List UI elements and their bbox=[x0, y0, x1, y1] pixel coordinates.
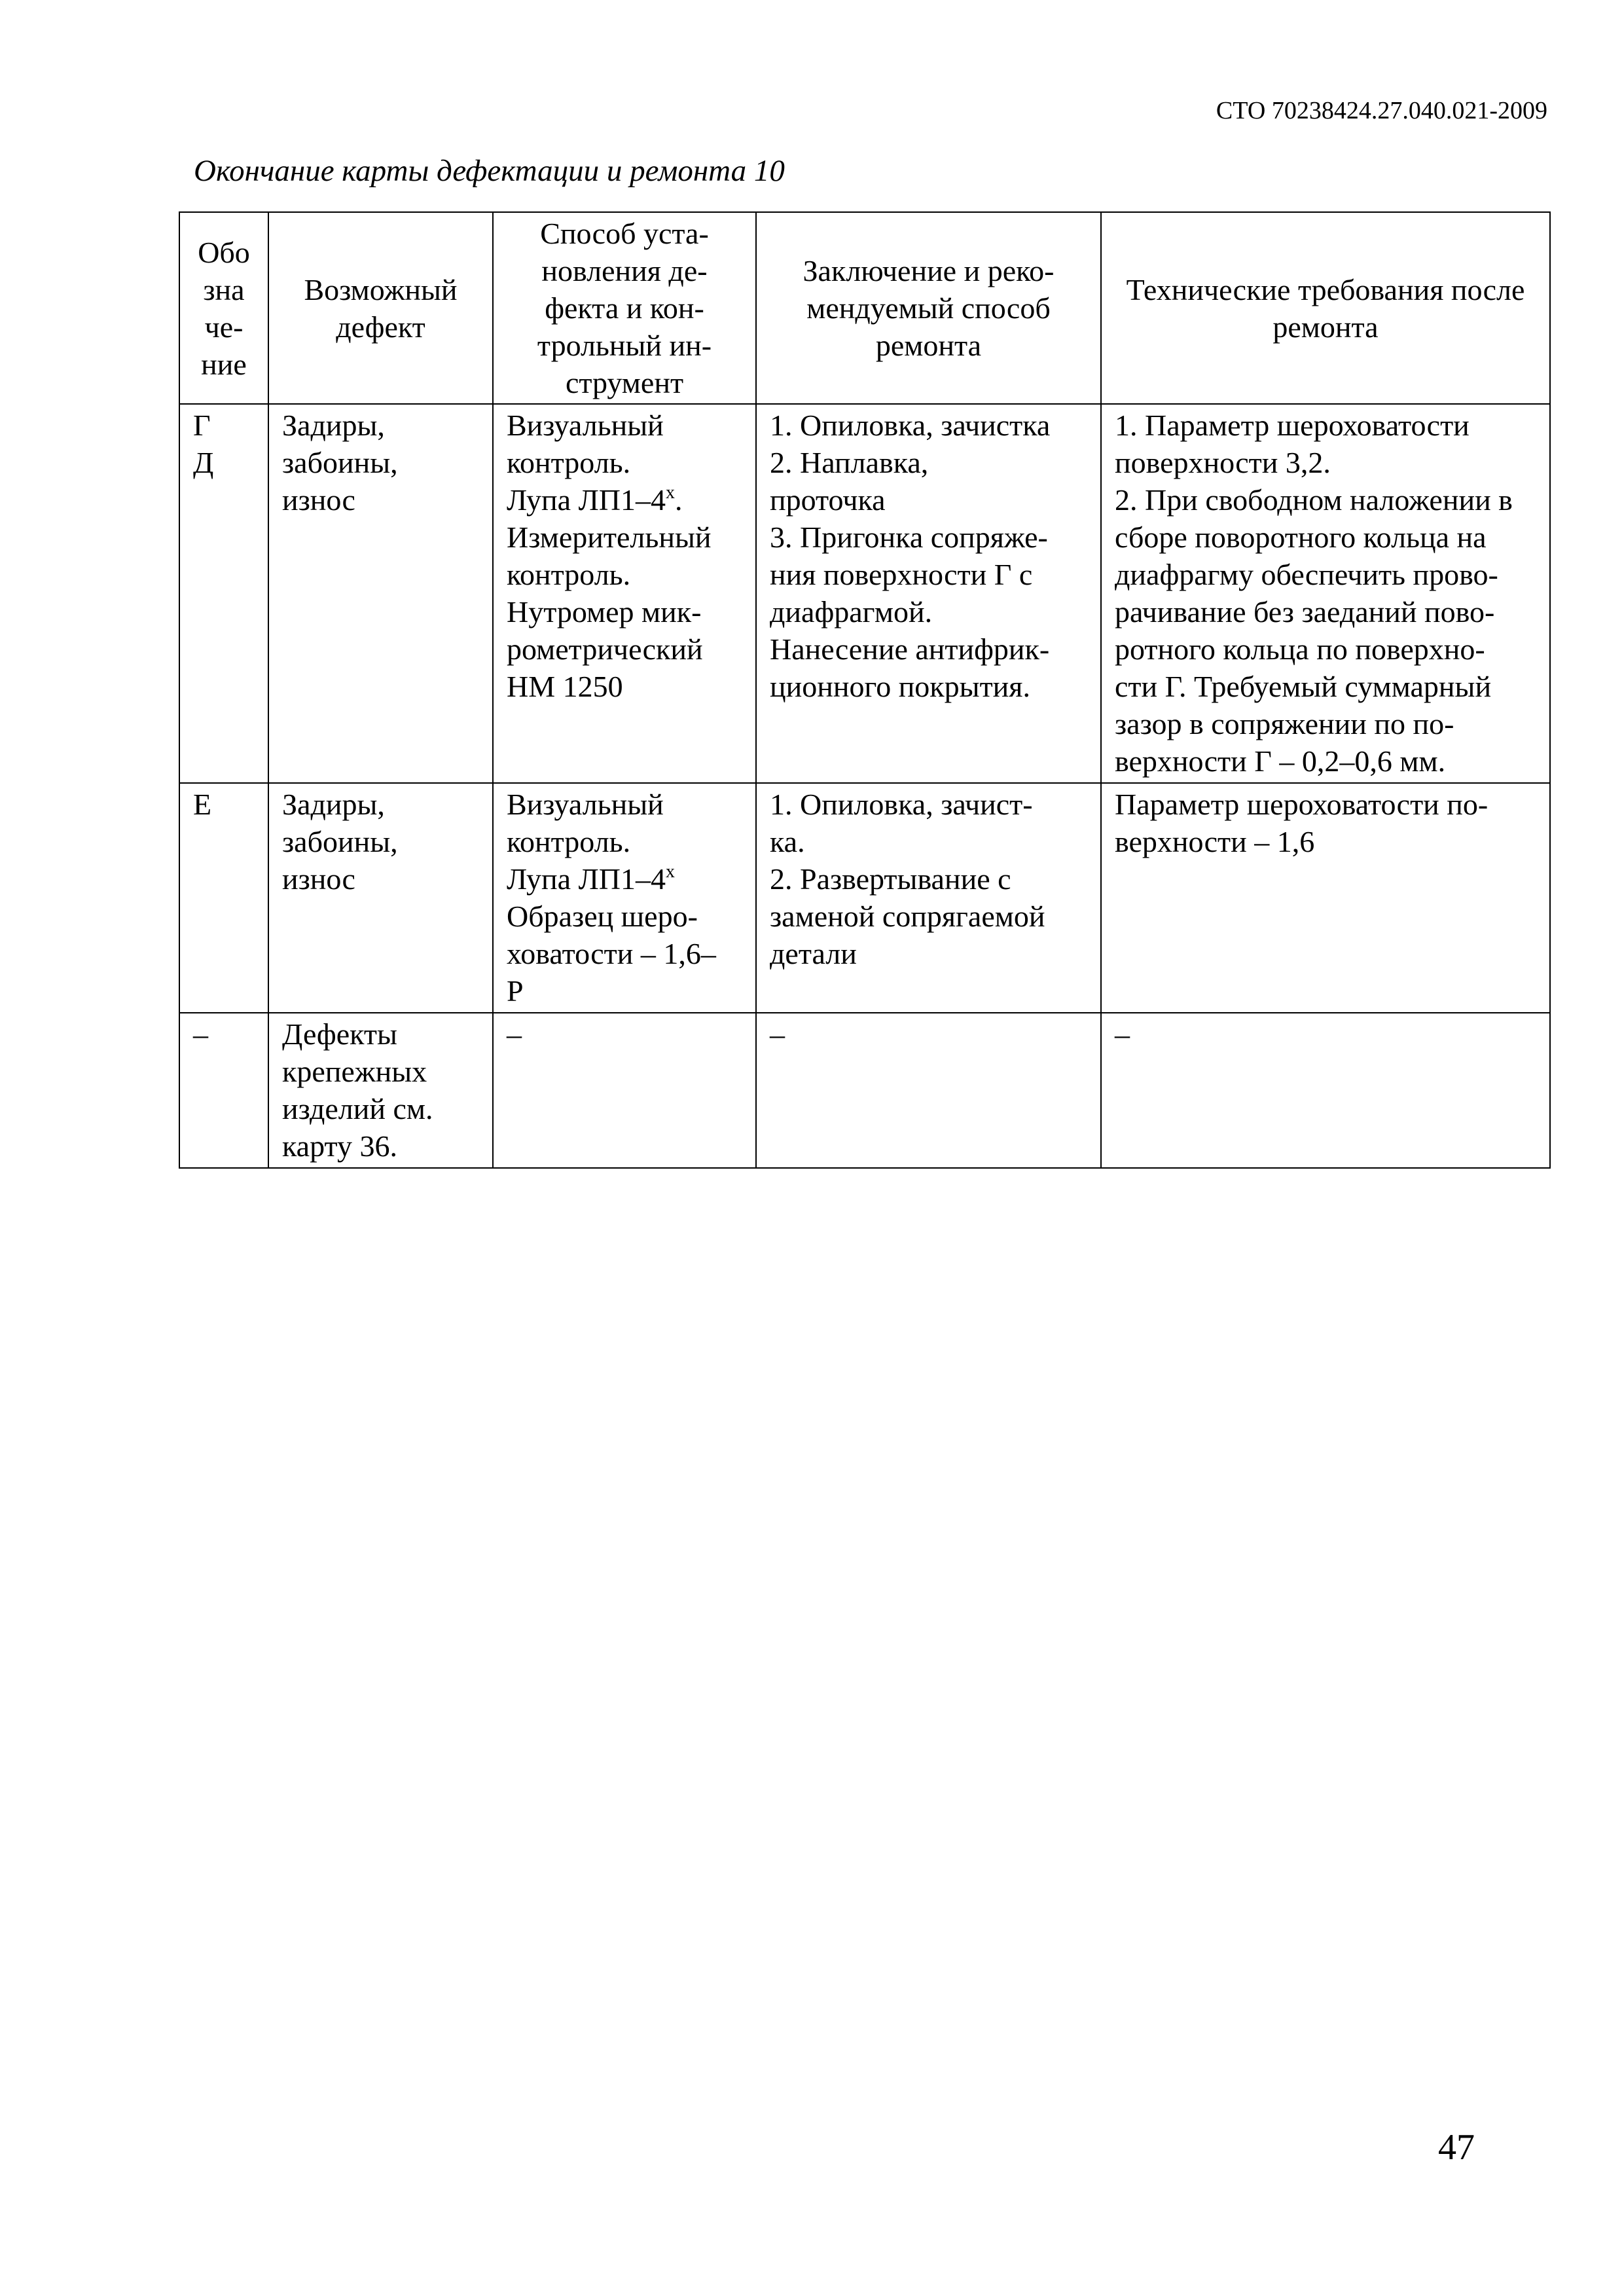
table-row bbox=[179, 404, 1550, 783]
cell-requirements: Параметр шероховатости по- верхности – 1,6 bbox=[1101, 783, 1550, 1013]
cell-method: Визуальный контроль. Лупа $ЛП1-4^х$ Образец шеро- ховатости – 1,6– Р bbox=[493, 783, 756, 1013]
cell-designation: Е bbox=[179, 783, 268, 1013]
cell-conclusion: 1. Опиловка, зачист- ка. 2. Развертывание с заменой сопрягаемой детали bbox=[756, 783, 1101, 1013]
header-designation: Обо зна че- ние bbox=[179, 212, 268, 404]
document-code: СТО 70238424.27.040.021-2009 bbox=[1216, 97, 1547, 124]
defect-repair-table bbox=[179, 211, 1551, 1169]
cell-designation: – bbox=[179, 1013, 268, 1168]
cell-requirements: – bbox=[1101, 1013, 1550, 1168]
header-method: Способ уста- новления де- фекта и кон- трольный ин- струмент bbox=[493, 212, 756, 404]
header-conclusion: Заключение и реко- мендуемый способ ремонта bbox=[756, 212, 1101, 404]
table-row bbox=[179, 1013, 1550, 1168]
cell-requirements: 1. Параметр шероховатости поверхности 3,2. 2. При свободном наложении в сборе поворотного кольца на диафрагму обеспечить прово- рачивание без заеданий пово- ротного кольца по поверхно- сти Г. Требуемый суммарный зазор в сопряжении по по- верхности Г – 0,2–0,6 мм. bbox=[1101, 404, 1550, 783]
table-caption: Окончание карты дефектации и ремонта 10 bbox=[194, 154, 785, 188]
cell-defect: Задиры, забоины, износ bbox=[268, 404, 493, 783]
cell-conclusion: – bbox=[756, 1013, 1101, 1168]
cell-defect: Задиры, забоины, износ bbox=[268, 783, 493, 1013]
table-header-row bbox=[179, 212, 1550, 404]
cell-defect: Дефекты крепежных изделий см. карту 36. bbox=[268, 1013, 493, 1168]
page-number: 47 bbox=[1438, 2127, 1475, 2168]
header-requirements: Технические требования после ремонта bbox=[1101, 212, 1550, 404]
cell-method: Визуальный контроль. Лупа $ЛП1-4^х$. Измерительный контроль. Нутромер мик- рометрический НМ 1250 bbox=[493, 404, 756, 783]
cell-designation: Г Д bbox=[179, 404, 268, 783]
cell-method: – bbox=[493, 1013, 756, 1168]
cell-conclusion: 1. Опиловка, зачистка 2. Наплавка, проточка 3. Пригонка сопряже- ния поверхности Г с диафрагмой. Нанесение антифрик- ционного покрытия. bbox=[756, 404, 1101, 783]
table-row bbox=[179, 783, 1550, 1013]
header-defect: Возможный дефект bbox=[268, 212, 493, 404]
